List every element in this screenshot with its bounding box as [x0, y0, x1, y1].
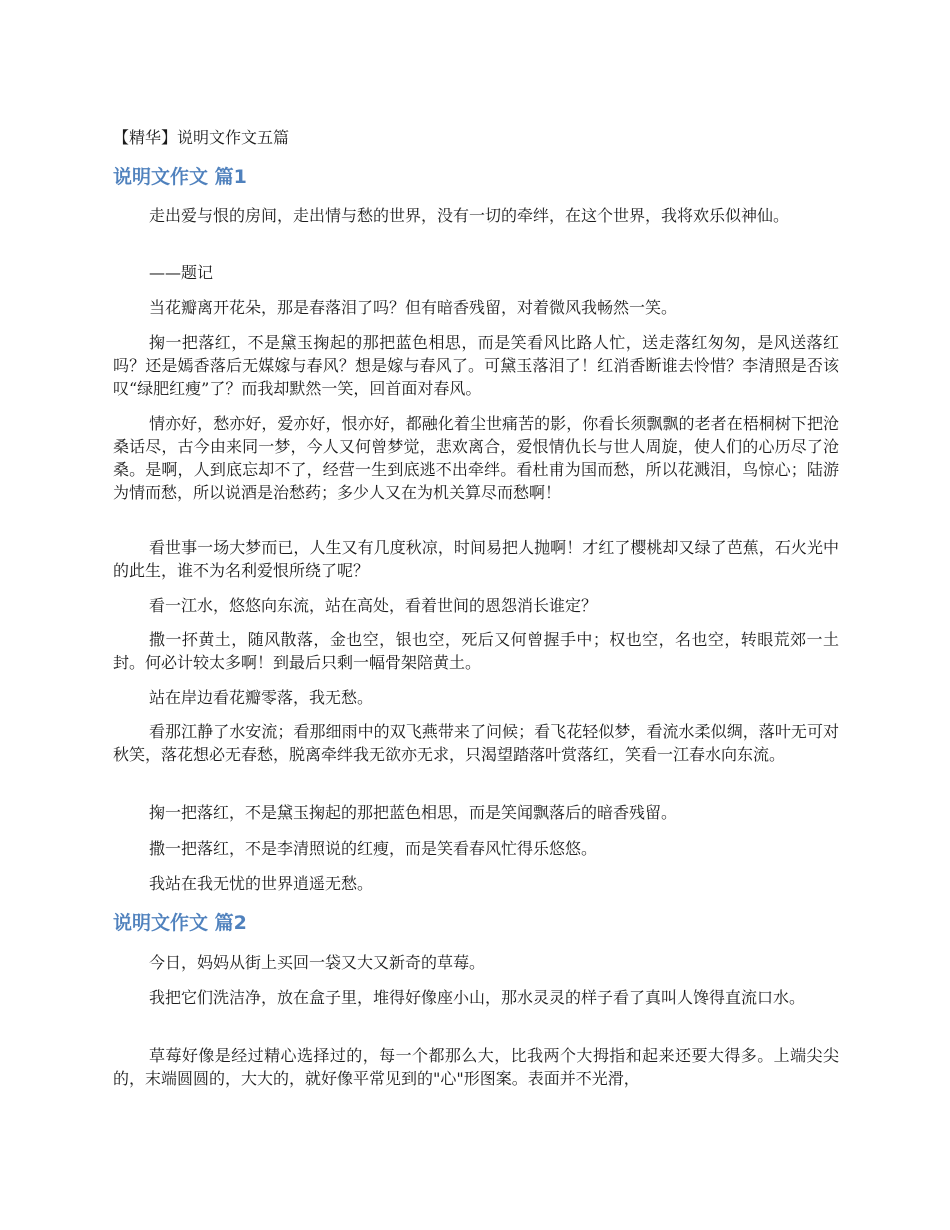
paragraph: 我把它们洗洁净，放在盒子里，堆得好像座小山，那水灵灵的样子看了真叫人馋得直流口水。	[149, 988, 806, 1007]
paragraph: 掬一把落红，不是黛玉掬起的那把蓝色相思，而是笑闻飘落后的暗香残留。	[149, 803, 678, 822]
paragraph: 撒一把落红，不是李清照说的红瘦，而是笑看春风忙得乐悠悠。	[149, 839, 598, 858]
paragraph: 今日，妈妈从街上买回一袋又大又新奇的草莓。	[149, 953, 486, 972]
section-heading-1: 说明文作文 篇1	[113, 166, 247, 188]
paragraph: 走出爱与恨的房间，走出情与愁的世界，没有一切的牵绊，在这个世界，我将欢乐似神仙。	[149, 206, 790, 225]
paragraph: 看世事一场大梦而已，人生又有几度秋凉，时间易把人抛啊！才红了樱桃却又绿了芭蕉，石火光中的此生，谁不为名利爱恨所绕了呢？	[113, 538, 839, 580]
paragraph: 我站在我无忧的世界逍遥无愁。	[149, 874, 374, 893]
paragraph: 掬一把落红，不是黛玉掬起的那把蓝色相思，而是笑看风比路人忙，送走落红匆匆，是风送落红吗？还是嫣香落后无媒嫁与春风？想是嫁与春风了。可黛玉落泪了！红消香断谁去怜惜？李清照是否该叹“绿肥红瘦”了？而我却默然一笑，回首面对春风。	[113, 333, 839, 398]
paragraph: 看一江水，悠悠向东流，站在高处，看着世间的恩怨消长谁定？	[149, 596, 598, 615]
paragraph: 当花瓣离开花朵，那是春落泪了吗？但有暗香残留，对着微风我畅然一笑。	[149, 298, 678, 317]
paragraph: 站在岸边看花瓣零落，我无愁。	[149, 688, 374, 707]
paragraph: 草莓好像是经过精心选择过的，每一个都那么大，比我两个大拇指和起来还要大得多。上端尖尖的，末端圆圆的，大大的，就好像平常见到的"心"形图案。表面并不光滑，	[113, 1046, 839, 1088]
document-title: 【精华】说明文作文五篇	[113, 128, 290, 147]
paragraph: 看那江静了水安流；看那细雨中的双飞燕带来了问候；看飞花轻似梦，看流水柔似绸，落叶无可对秋笑，落花想必无春愁，脱离牵绊我无欲亦无求，只渴望踏落叶赏落红，笑看一江春水向东流。	[113, 722, 839, 764]
paragraph: 撒一抔黄土，随风散落，金也空，银也空，死后又何曾握手中；权也空，名也空，转眼荒郊一土封。何必计较太多啊！到最后只剩一幅骨架陪黄土。	[113, 630, 839, 672]
paragraph: 情亦好，愁亦好，爱亦好，恨亦好，都融化着尘世痛苦的影，你看长须飘飘的老者在梧桐树下把沧桑话尽，古今由来同一梦，今人又何曾梦觉，悲欢离合，爱恨情仇长与世人周旋，使人们的心历尽了沧桑。是啊，人到底忘却不了，经营一生到底逃不出牵绊。看杜甫为国而愁，所以花溅泪，鸟惊心；陆游为情而愁，所以说酒是治愁药；多少人又在为机关算尽而愁啊！	[113, 414, 839, 502]
section-heading-2: 说明文作文 篇2	[113, 912, 247, 934]
paragraph: ——题记	[149, 263, 214, 282]
